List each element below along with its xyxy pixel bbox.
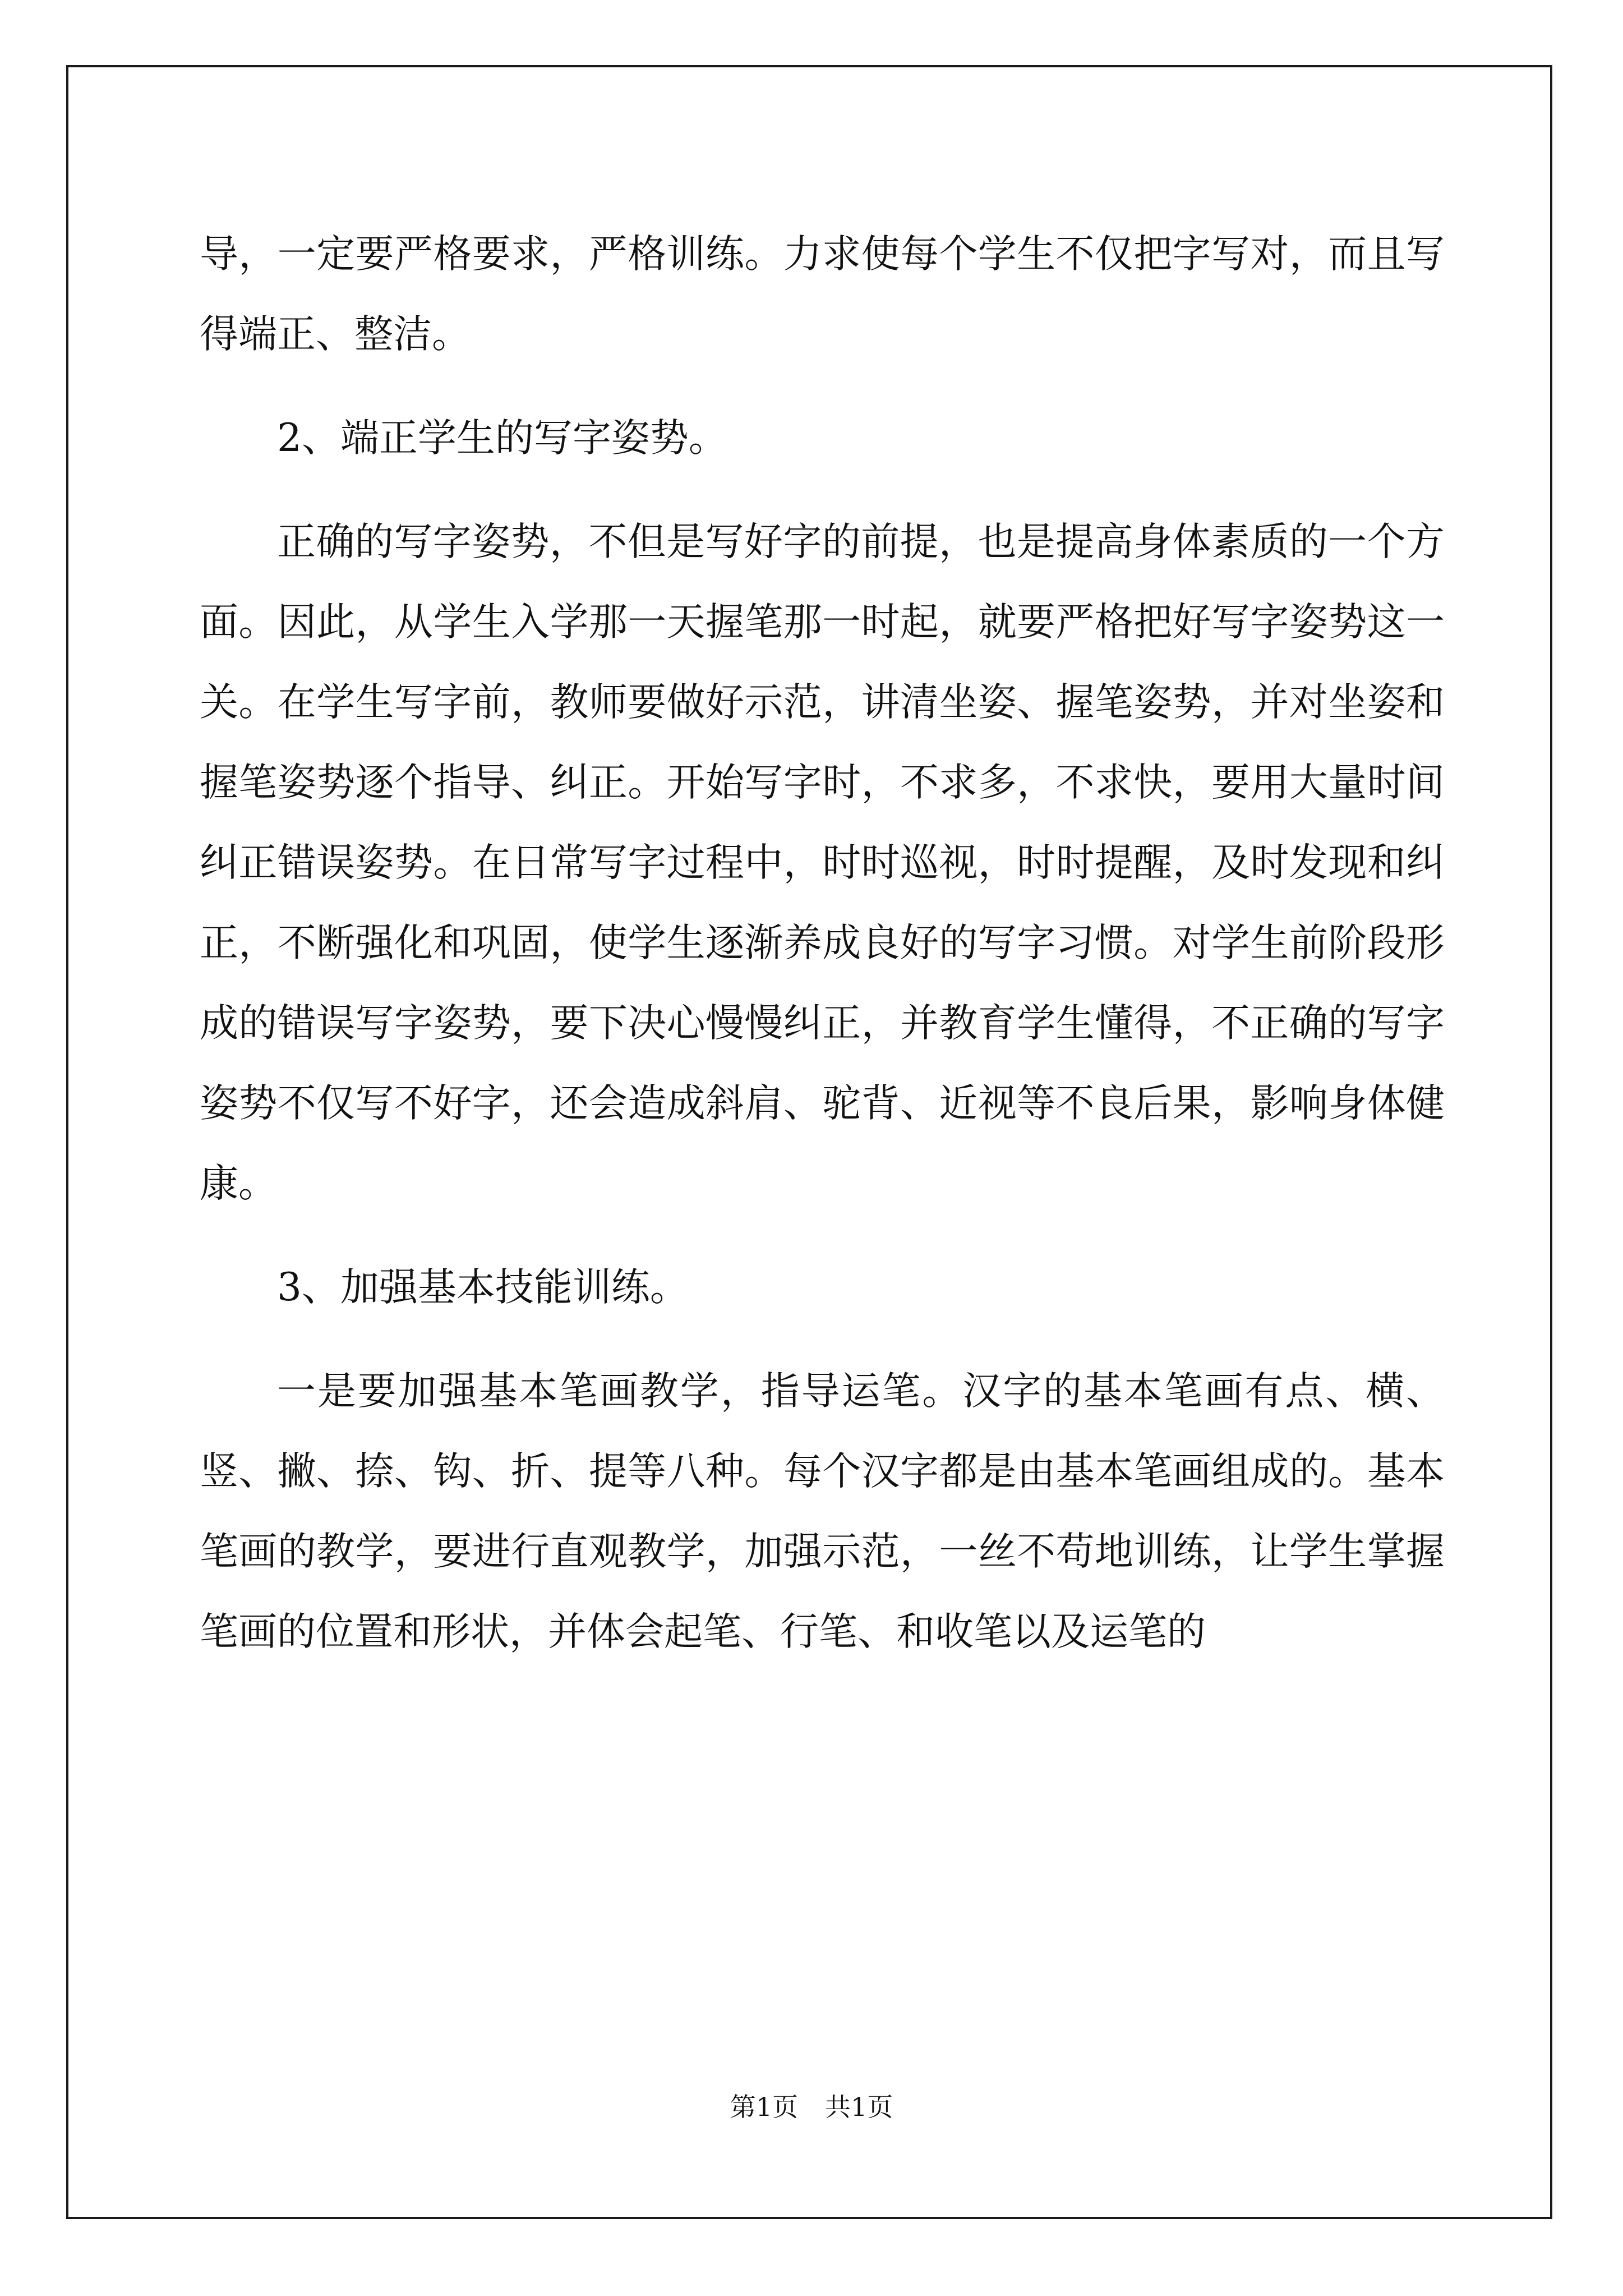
page-number: 第1页	[730, 2092, 798, 2122]
section-heading-3: 3、加强基本技能训练。	[277, 1265, 689, 1310]
paragraph-continuation: 导，一定要严格要求，严格训练。力求使每个学生不仅把字写对，而且写得端正、整洁。	[200, 232, 1445, 357]
paragraph-basic-strokes: 一是要加强基本笔画教学，指导运笔。汉字的基本笔画有点、横、竖、撇、捺、钩、折、提等八种。每个汉字都是由基本笔画组成的。基本笔画的教学，要进行直观教学，加强示范，一丝不苟地训练，让学生掌握笔画的位置和形状，并体会起笔、行笔、和收笔以及运笔的	[200, 1369, 1445, 1654]
paragraph-writing-posture: 正确的写字姿势，不但是写好字的前提，也是提高身体素质的一个方面。因此，从学生入学那一天握笔那一时起，就要严格把好写字姿势这一关。在学生写字前，教师要做好示范，讲清坐姿、握笔姿势，并对坐姿和握笔姿势逐个指导、纠正。开始写字时，不求多，不求快，要用大量时间纠正错误姿势。在日常写字过程中，时时巡视，时时提醒，及时发现和纠正，不断强化和巩固，使学生逐渐养成良好的写字习惯。对学生前阶段形成的错误写字姿势，要下决心慢慢纠正，并教育学生懂得，不正确的写字姿势不仅写不好字，还会造成斜肩、驼背、近视等不良后果，影响身体健康。	[200, 519, 1445, 1206]
document-body	[200, 214, 1445, 1696]
page-total: 共1页	[825, 2092, 893, 2122]
section-heading-2: 2、端正学生的写字姿势。	[277, 416, 727, 461]
page-footer	[0, 2087, 1623, 2124]
